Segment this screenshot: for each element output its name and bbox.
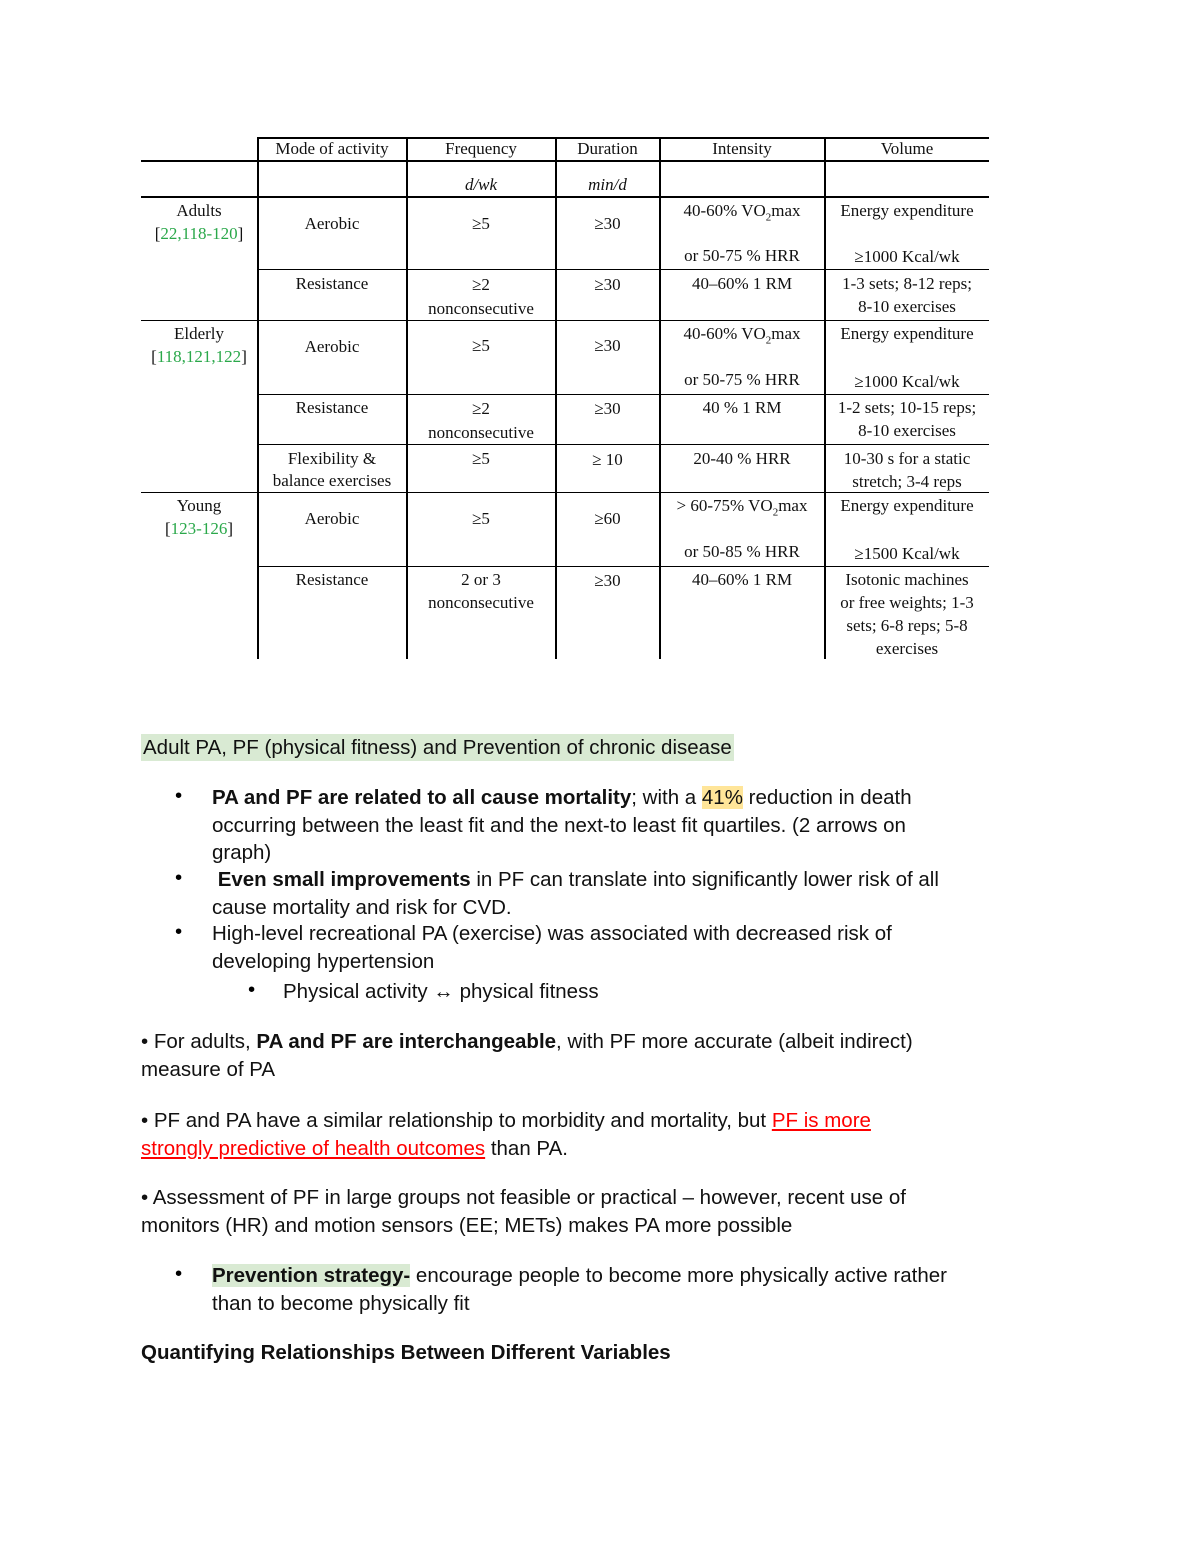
cell-duration: ≥30 [594, 214, 621, 233]
cell-volume: Isotonic machines [845, 570, 969, 589]
cell-frequency-note: nonconsecutive [428, 423, 534, 442]
cell-volume: stretch; 3-4 reps [852, 472, 962, 491]
cell-frequency: ≥5 [472, 214, 490, 233]
table-rule [141, 160, 989, 162]
intensity-text: 40-60% VO [683, 201, 766, 220]
cell-mode: Aerobic [304, 214, 360, 233]
bullet-item [212, 784, 1072, 867]
cell-volume: 8-10 exercises [858, 297, 956, 316]
section-heading [141, 734, 734, 762]
cell-mode: Aerobic [304, 509, 360, 528]
intensity-tail: max [771, 201, 801, 220]
text-run: • For adults, [141, 1030, 257, 1053]
highlighted-percent: 41% [701, 786, 743, 809]
cell-frequency-note: nonconsecutive [428, 593, 534, 612]
text-run: in PF can translate into significantly lower risk of all [470, 868, 939, 891]
bullet-item [212, 1262, 1072, 1317]
unit-duration: min/d [588, 175, 627, 194]
text-run: • PF and PA have a similar relationship to morbidity and mortality, but [141, 1109, 772, 1132]
cell-volume: ≥1000 Kcal/wk [854, 247, 960, 266]
cell-frequency: 2 or 3 [461, 570, 501, 589]
cell-volume: Energy expenditure [840, 324, 974, 343]
intensity-text: 40-60% VO [683, 324, 766, 343]
cell-intensity-alt: or 50-75 % HRR [684, 246, 800, 265]
bullet-icon: • [175, 920, 183, 943]
subscript: 2 [765, 334, 772, 347]
table-rule [258, 269, 989, 270]
subheading: Quantifying Relationships Between Different Variables [141, 1341, 671, 1364]
group-label: Young [176, 496, 222, 515]
table-rule [258, 444, 989, 445]
highlighted-bold-text: Prevention strategy- [212, 1264, 411, 1287]
col-header-frequency: Frequency [445, 139, 517, 158]
red-underlined-text: PF is more [771, 1109, 871, 1132]
cell-volume: sets; 6-8 reps; 5-8 [846, 616, 968, 635]
col-header-volume: Volume [880, 139, 934, 158]
group-citation: [118,121,122] [151, 347, 247, 366]
cell-frequency: ≥5 [472, 449, 490, 468]
cell-frequency: ≥2 [472, 275, 490, 294]
cell-volume: or free weights; 1-3 [840, 593, 974, 612]
sub-bullet-item: Physical activity ↔ physical fitness [283, 980, 599, 1003]
cell-volume: 10-30 s for a static [843, 449, 971, 468]
bullet-icon: • [175, 1262, 183, 1285]
cell-volume: ≥1500 Kcal/wk [854, 544, 960, 563]
bullet-icon: • [175, 784, 183, 807]
cell-intensity: 40 % 1 RM [702, 398, 782, 417]
intensity-text: > 60-75% VO [676, 496, 773, 515]
text-run: ; with a [631, 786, 702, 809]
cell-intensity: 20-40 % HRR [693, 449, 791, 468]
cell-duration: ≥60 [594, 509, 621, 528]
cell-frequency-note: nonconsecutive [428, 299, 534, 318]
text-run: measure of PA [141, 1057, 276, 1081]
cell-duration: ≥30 [594, 336, 621, 355]
cell-volume: Energy expenditure [840, 496, 974, 515]
heading-text: Adult PA, PF (physical fitness) and Prevention of chronic disease [143, 736, 732, 759]
table-rule [141, 196, 989, 198]
text-run: reduction in death [742, 786, 912, 809]
intensity-tail: max [771, 324, 801, 343]
cell-frequency: ≥5 [472, 509, 490, 528]
cell-frequency: ≥2 [472, 399, 490, 418]
intensity-tail: max [778, 496, 808, 515]
cell-intensity [660, 322, 824, 345]
paragraph [141, 1028, 1061, 1083]
paragraph [141, 1184, 1061, 1239]
group-citation: [22,118-120] [154, 224, 244, 243]
bullet-item [212, 920, 1072, 975]
citation-text: 22,118-120 [160, 224, 238, 243]
cell-duration: ≥ 10 [592, 450, 623, 469]
cell-volume: 1-3 sets; 8-12 reps; [842, 274, 972, 293]
cell-intensity [660, 494, 824, 517]
paragraph [141, 1107, 1061, 1162]
text-run: High-level recreational PA (exercise) was associated with decreased risk of [212, 922, 892, 945]
citation-text: 123-126 [170, 519, 228, 538]
cell-volume: Energy expenditure [840, 201, 974, 220]
cell-mode: Resistance [295, 570, 369, 589]
cell-mode: Resistance [295, 274, 369, 293]
col-header-duration: Duration [577, 139, 638, 158]
table-rule [258, 566, 989, 567]
cell-duration: ≥30 [594, 399, 621, 418]
cell-intensity-alt: or 50-75 % HRR [684, 370, 800, 389]
cell-volume: 8-10 exercises [858, 421, 956, 440]
text-run: than PA. [485, 1136, 568, 1160]
text-run: graph) [212, 841, 272, 864]
bullet-icon: • [248, 978, 256, 1001]
bold-text: PA and PF are interchangeable [256, 1030, 557, 1053]
cell-volume: 1-2 sets; 10-15 reps; [837, 398, 977, 417]
cell-mode: Flexibility & [287, 449, 377, 468]
table-rule [258, 394, 989, 395]
cell-mode: Resistance [295, 398, 369, 417]
text-run: • Assessment of PF in large groups not feasible or practical – however, recent use of [141, 1186, 906, 1209]
exercise-recommendation-table [141, 137, 989, 662]
cell-intensity-alt: or 50-85 % HRR [684, 542, 800, 561]
bold-text: Even small improvements [217, 868, 471, 891]
text-run: occurring between the least fit and the next-to least fit quartiles. (2 arrows on [212, 813, 906, 837]
unit-frequency: d/wk [464, 175, 498, 194]
cell-intensity [660, 199, 824, 222]
cell-duration: ≥30 [594, 571, 621, 590]
group-label: Elderly [173, 324, 225, 343]
text-run: encourage people to become more physically active rather [410, 1264, 947, 1287]
col-header-intensity: Intensity [712, 139, 772, 158]
cell-intensity: 40–60% 1 RM [691, 570, 793, 589]
cell-volume: exercises [875, 639, 939, 658]
bullet-icon: • [175, 866, 183, 889]
text-run: , with PF more accurate (albeit indirect) [556, 1030, 913, 1053]
group-citation: [123-126] [164, 519, 233, 538]
text-run: developing hypertension [212, 949, 435, 973]
col-header-mode: Mode of activity [275, 139, 389, 158]
table-rule [141, 320, 989, 321]
cell-mode-cont: balance exercises [272, 471, 392, 490]
cell-intensity: 40–60% 1 RM [691, 274, 793, 293]
cell-volume: ≥1000 Kcal/wk [854, 372, 960, 391]
bullet-item [212, 866, 1072, 921]
group-label: Adults [176, 201, 222, 220]
bold-text: PA and PF are related to all cause mortality [212, 786, 632, 809]
text-run: than to become physically fit [212, 1291, 470, 1315]
red-underlined-text: strongly predictive of health outcomes [141, 1136, 486, 1160]
text-run: monitors (HR) and motion sensors (EE; METs) makes PA more possible [141, 1213, 793, 1237]
text-run: cause mortality and risk for CVD. [212, 895, 512, 919]
citation-text: 118,121,122 [156, 347, 242, 366]
cell-mode: Aerobic [304, 337, 360, 356]
subscript: 2 [772, 506, 779, 519]
subscript: 2 [765, 211, 772, 224]
cell-frequency: ≥5 [472, 336, 490, 355]
cell-duration: ≥30 [594, 275, 621, 294]
